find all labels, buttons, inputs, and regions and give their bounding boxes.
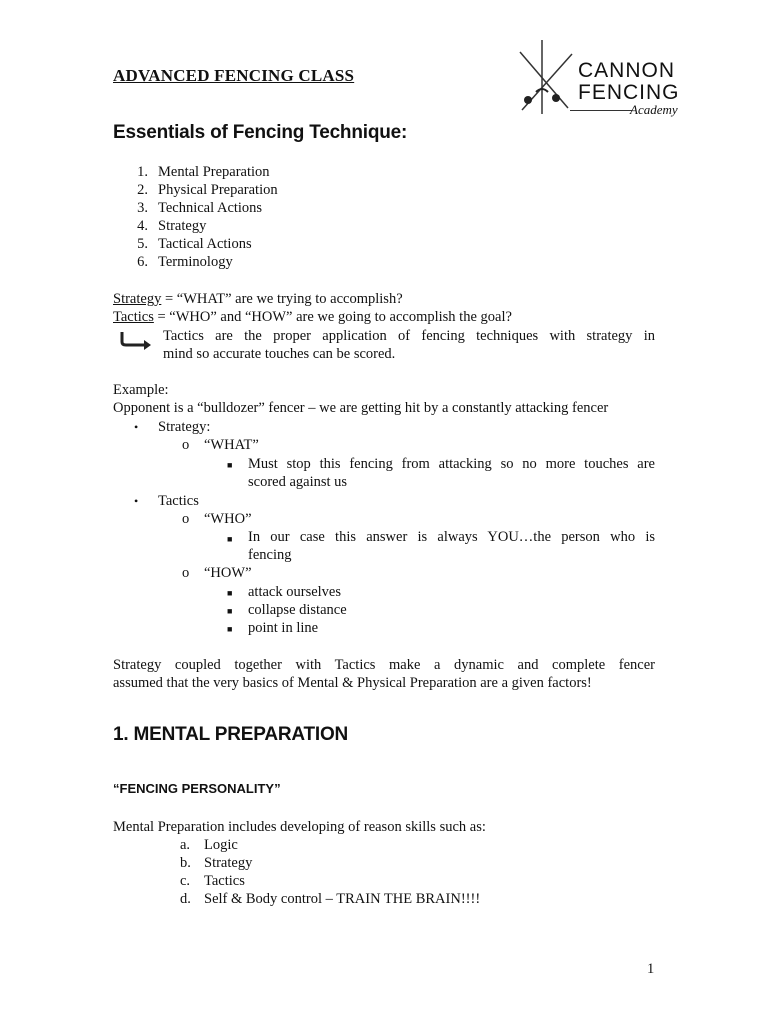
- who-item: “WHO”: [204, 511, 252, 527]
- tactics-item: Tactics: [158, 493, 199, 509]
- logo-line-2: FENCING: [578, 81, 680, 104]
- document-title: ADVANCED FENCING CLASS: [113, 66, 355, 85]
- essentials-heading: Essentials of Fencing Technique:: [113, 122, 408, 143]
- logo-line-3: Academy: [630, 102, 678, 117]
- what-item: “WHAT”: [204, 437, 259, 453]
- logo-rule: [570, 110, 632, 111]
- conclusion-line-1: Strategy coupled together with Tactics make a dynamic and complete fencer: [113, 657, 655, 673]
- crossed-foils-icon: [512, 38, 582, 118]
- square-bullet-icon: ■: [227, 624, 233, 634]
- strategy-definition: [113, 290, 403, 308]
- strategy-def: = “WHAT” are we trying to accomplish?: [161, 291, 403, 307]
- square-bullet-icon: ■: [227, 588, 233, 598]
- circle-bullet-icon: o: [182, 511, 190, 527]
- logo-line-1: CANNON: [578, 59, 676, 82]
- how-item: “HOW”: [204, 565, 252, 581]
- mental-heading: 1. MENTAL PREPARATION: [113, 724, 349, 745]
- bullet-disc-icon: •: [134, 494, 139, 508]
- conclusion-line-2: assumed that the very basics of Mental & Physical Preparation are a given factors!: [113, 675, 592, 691]
- bullet-disc-icon: •: [134, 420, 139, 434]
- square-bullet-icon: ■: [227, 606, 233, 616]
- tactics-def: = “WHO” and “HOW” are we going to accomplish the goal?: [153, 309, 512, 325]
- mental-subheading: “FENCING PERSONALITY”: [113, 781, 281, 796]
- how-sub-item: attack ourselves: [248, 584, 342, 600]
- curved-arrow-icon: [118, 330, 154, 350]
- who-line-2: fencing: [248, 547, 292, 563]
- arrow-note-line-2: mind so accurate touches can be scored.: [163, 346, 396, 362]
- circle-bullet-icon: o: [182, 437, 190, 453]
- strategy-item: Strategy:: [158, 419, 211, 435]
- strategy-term: Strategy: [113, 291, 162, 307]
- example-label: Example:: [113, 382, 169, 398]
- how-sub-item: collapse distance: [248, 602, 347, 618]
- mental-intro: Mental Preparation includes developing of reason skills such as:: [113, 819, 486, 835]
- how-sub-item: point in line: [248, 620, 319, 636]
- square-bullet-icon: ■: [227, 534, 233, 544]
- square-bullet-icon: ■: [227, 460, 233, 470]
- tactics-definition: [113, 308, 512, 326]
- logo: [512, 38, 692, 128]
- tactics-term: Tactics: [113, 309, 154, 325]
- circle-bullet-icon: o: [182, 565, 190, 581]
- what-line-2: scored against us: [248, 474, 348, 490]
- example-intro: Opponent is a “bulldozer” fencer – we are getting hit by a constantly attacking fencer: [113, 400, 609, 416]
- page-number: 1: [647, 961, 655, 977]
- who-line-1: In our case this answer is always YOU…the person who is: [248, 529, 655, 545]
- what-line-1: Must stop this fencing from attacking so no more touches are: [248, 456, 655, 472]
- arrow-note-line-1: Tactics are the proper application of fencing techniques with strategy in: [163, 328, 655, 344]
